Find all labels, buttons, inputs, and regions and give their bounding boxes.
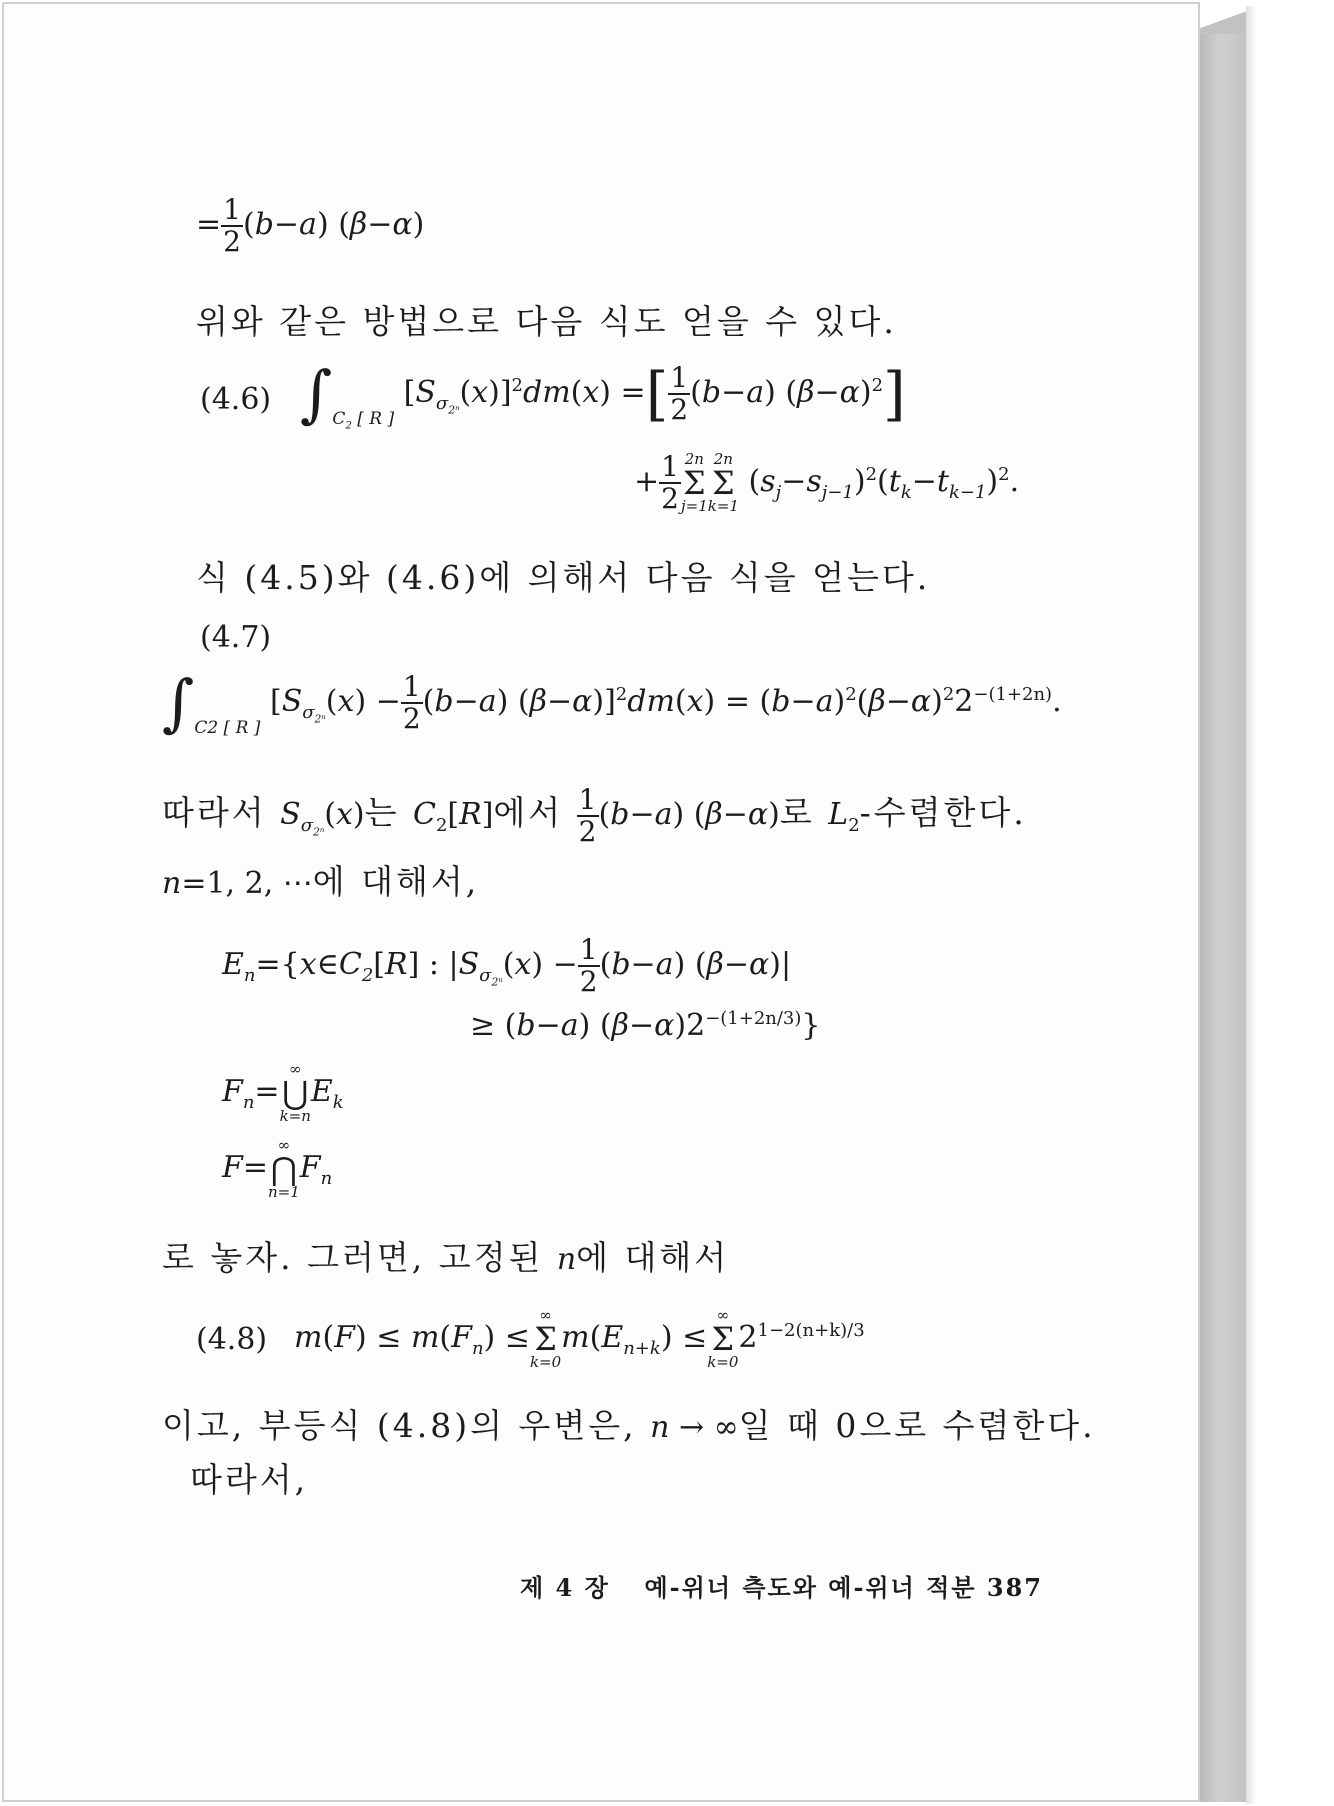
book-spine-top: [1200, 0, 1246, 34]
footer-title: 예-위너 측도와 예-위너 적분: [644, 1573, 977, 1602]
paragraph-n: n=1, 2, ⋯에 대해서,: [162, 862, 480, 901]
paragraph-by-equations: 식 (4.5)와 (4.6)에 의해서 다음 식을 얻는다.: [196, 558, 931, 597]
def-Fn: $F_n=$ ∞ ⋃ k=n $E_k$: [222, 1060, 344, 1125]
eq-4-7-label: (4.7): [200, 620, 272, 655]
eq-4-8: $m(F) \le m(F_n)$ ≤ ∞ Σ k=0 $m(E_{n+k})$ ≤ ∞ Σ k=0 $2^{1-2(n+k)/3}$: [294, 1306, 865, 1371]
eq-4-8-label: (4.8): [196, 1322, 268, 1357]
paragraph-converge: 따라서 $S_{\sigma_{2^n}}(x)$는 $C_2[R]$에서 $\frac{1}{2}$ (b−a) (β−α)로 $L_2-$수렴한다.: [162, 783, 1027, 848]
footer-chapter: 제 4 장: [520, 1573, 610, 1602]
def-F: F= ∞ ⋂ n=1 $F_n$: [222, 1136, 333, 1201]
first-equation: = $\frac{1}{2}$ (b−a) (β−α): [196, 193, 425, 258]
paragraph-similar: 위와 같은 방법으로 다음 식도 얻을 수 있다.: [196, 302, 897, 341]
def-En-line1: $E_n=\{x\in C_2[R]$ : $|S_{\sigma_{2^n}}(x)$ − $\frac{1}{2}$ (b−a) (β−α)|: [222, 933, 792, 998]
paragraph-therefore: 따라서,: [190, 1460, 309, 1499]
paragraph-set: 로 놓자. 그러면, 고정된 n에 대해서: [162, 1238, 730, 1277]
eq-4-7: $\int_{C2 [ R ]}$ [$S_{\sigma_{2^n}}(x)$ − $\frac{1}{2}$ (b−a) $(\beta-\alpha)]^2dm(x) = (b-a)^2(\beta-\alpha)^22^{-(1+2n)}$.: [162, 666, 1062, 739]
eq-4-6-label: (4.6): [200, 382, 272, 417]
book-spine: [1200, 2, 1246, 1802]
footer-page-number: 387: [986, 1573, 1043, 1602]
spine-shadow: [1246, 6, 1256, 1804]
footer: [520, 1568, 1043, 1603]
eq-4-6-lhs: $\int_{C_2 [ R ]}$ $[S_{\sigma_{2^n}}(x)]^2dm(x)$ =[ $\frac{1}{2}$ (b−a) $(\beta-\alpha)^2$]: [300, 357, 906, 432]
def-En-line2: ≥ (b−a) $(\beta-\alpha)2^{-(1+2n/3)}$}: [470, 1008, 821, 1043]
eq-4-6-rhs: + $\frac{1}{2}$ 2n Σ j=1 2n Σ k=1 $(s_j-s_{j-1})^2(t_k-t_{k-1})^2$.: [634, 450, 1020, 515]
paragraph-rhs: 이고, 부등식 (4.8)의 우변은, n → ∞일 때 0으로 수렴한다.: [162, 1406, 1096, 1445]
